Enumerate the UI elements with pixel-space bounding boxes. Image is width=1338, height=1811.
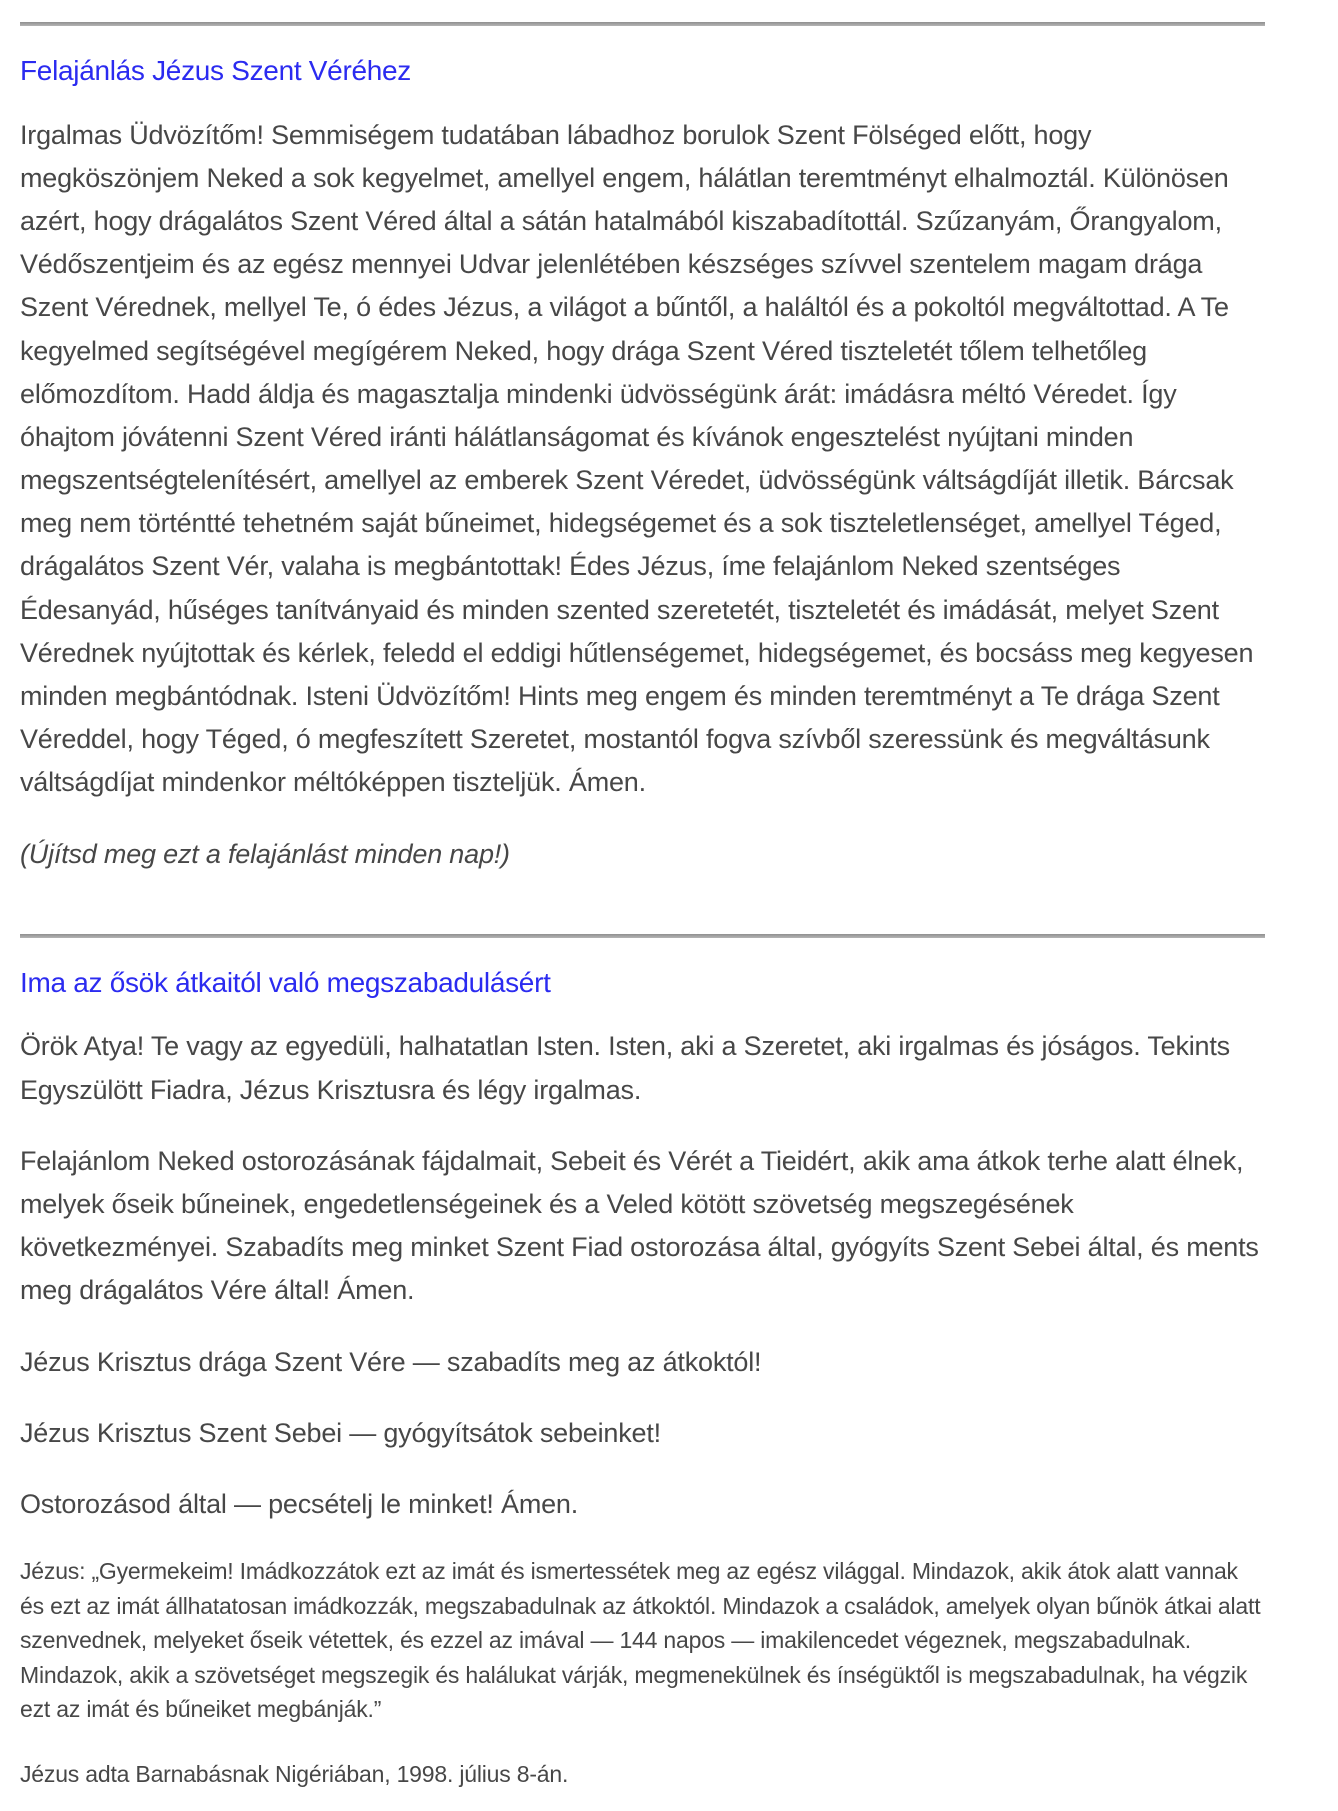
attribution-line: Jézus adta Barnabásnak Nigériában, 1998. július 8-án. xyxy=(20,1760,569,1787)
invocation-line-2: Jézus Krisztus Szent Sebei — gyógyítsátok sebeinket! xyxy=(20,1417,661,1448)
deliverance-paragraph-2: Felajánlom Neked ostorozásának fájdalmait, Sebeit és Vérét a Tieidért, akik ama átkok terhe alatt élnek, melyek őseik bűneinek, engedetlenségeinek és a Veled kötött szövetség megszegésének következményei. Szabadíts meg minket Szent Fiad ostorozása által, gyógyíts Szent Sebei által, és ments meg drágalátos Vére által! Ámen. xyxy=(20,1145,1259,1306)
deliverance-paragraph-1: Örök Atya! Te vagy az egyedüli, halhatatlan Isten. Isten, aki a Szeretet, aki irgalmas és jóságos. Tekints Egyszülött Fiadra, Jézus Krisztusra és légy irgalmas. xyxy=(20,1031,1230,1105)
offering-prayer-paragraph: Irgalmas Üdvözítőm! Semmiségem tudatában lábadhoz borulok Szent Fölséged előtt, hogy megköszönjem Neked a sok kegyelmet, amellyel engem, hálátlan teremtményt elhalmoztál. Különösen azért, hogy drágalátos Szent Véred által a sátán hatalmából kiszabadítottál. Szűzanyám, Őrangyalom, Védőszentjeim és az egész mennyei Udvar jelenlétében készséges szívvel szentelem magam drága Szent Vérednek, mellyel Te, ó édes Jézus, a világot a bűntől, a haláltól és a pokoltól megváltottad. A Te kegyelmed segítségével megígérem Neked, hogy drága Szent Véred tiszteletét tőlem telhetőleg előmozdítom. Hadd áldja és magasztalja mindenki üdvösségünk árát: imádásra méltó Véredet. Így óhajtom jóvátenni Szent Véred iránti hálátlanságomat és kívánok engesztelést nyújtani minden megszentségtelenítésért, amellyel az emberek Szent Véredet, üdvösségünk váltságdíját illetik. Bárcsak meg nem történtté tehetném saját bűneimet, hidegségemet és a sok tiszteletlenséget, amellyel Téged, drágalátos Szent Vér, valaha is megbántottak! Édes Jézus, íme felajánlom Neked szentséges Édesanyád, hűséges tanítványaid és minden szented szeretetét, tiszteletét és imádását, melyet Szent Vérednek nyújtottak és kérlek, feledd el eddigi hűtlenségemet, hidegségemet, és bocsáss meg kegyesen minden megbántódnak. Isteni Üdvözítőm! Hints meg engem és minden teremtményt a Te drága Szent Véreddel, hogy Téged, ó megfeszített Szeretet, mostantól fogva szívből szeressünk és megváltásunk váltságdíjat mindenkor méltóképpen tiszteljük. Ámen. xyxy=(20,119,1254,798)
renewal-note: (Újítsd meg ezt a felajánlást minden nap!) xyxy=(20,838,510,869)
section-title-deliverance: Ima az ősök átkaitól való megszabadulásért xyxy=(20,966,551,998)
section-divider-middle xyxy=(20,934,1265,938)
invocation-line-1: Jézus Krisztus drága Szent Vére — szabadíts meg az átkoktól! xyxy=(20,1346,762,1377)
section-divider-top xyxy=(20,22,1265,26)
section-title-offering: Felajánlás Jézus Szent Véréhez xyxy=(20,55,411,86)
invocation-line-3: Ostorozásod által — pecsételj le minket! Ámen. xyxy=(20,1488,579,1519)
jesus-quote-paragraph: Jézus: „Gyermekeim! Imádkozzátok ezt az imát és ismertessétek meg az egész világgal. Mindazok, akik átok alatt vannak és ezt az imát állhatatosan imádkozzák, megszabadulnak az átkoktól. Mindazok a családok, amelyek olyan bűnök átkai alatt szenvednek, melyeket őseik vétettek, és ezzel az imával — 144 napos — imakilencedet végeznek, megszabadulnak. Mindazok, akik a szövetséget megszegik és halálukat várják, megmenekülnek és ínségüktől is megszabadulnak, ha végzik ezt az imát és bűneiket megbánják.” xyxy=(20,1558,1261,1723)
